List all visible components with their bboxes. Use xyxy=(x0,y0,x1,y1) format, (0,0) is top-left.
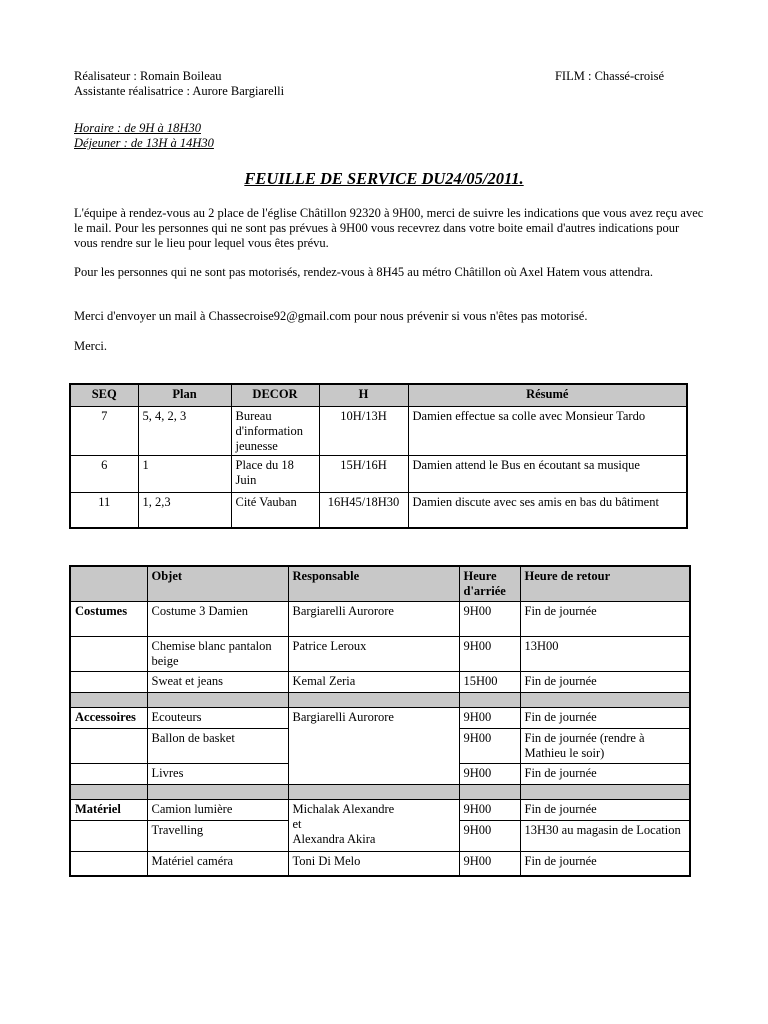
table-row xyxy=(70,637,690,672)
film-title: FILM : Chassé-croisé xyxy=(554,69,664,83)
plan-cell: 1, 2,3 xyxy=(138,493,231,529)
arrival-cell: 9H00 xyxy=(459,708,520,729)
arrival-cell: 9H00 xyxy=(459,602,520,637)
arrival-cell: 9H00 xyxy=(459,852,520,877)
return-cell: Fin de journée xyxy=(520,672,690,693)
header-arrival: Heure d'arriée xyxy=(459,566,520,602)
table-row xyxy=(70,708,690,729)
hours-block xyxy=(74,121,214,151)
header-category xyxy=(70,566,147,602)
separator-row xyxy=(70,785,690,800)
objet-cell: Ecouteurs xyxy=(147,708,288,729)
table-row xyxy=(70,407,687,456)
objet-cell: Livres xyxy=(147,764,288,785)
arrival-cell: 9H00 xyxy=(459,800,520,821)
category-empty xyxy=(70,852,147,877)
seq-cell: 7 xyxy=(70,407,138,456)
hour-cell: 16H45/18H30 xyxy=(319,493,408,529)
category-materiel: Matériel xyxy=(70,800,147,821)
plan-cell: 5, 4, 2, 3 xyxy=(138,407,231,456)
header-plan: Plan xyxy=(138,384,231,407)
table-row xyxy=(70,672,690,693)
responsable-cell-materiel xyxy=(288,800,459,852)
header-return: Heure de retour xyxy=(520,566,690,602)
decor-cell: Cité Vauban xyxy=(231,493,319,529)
category-empty xyxy=(70,729,147,764)
return-cell: Fin de journée xyxy=(520,602,690,637)
resume-cell: Damien discute avec ses amis en bas du bâtiment xyxy=(408,493,687,529)
arrival-cell: 9H00 xyxy=(459,637,520,672)
objet-cell: Ballon de basket xyxy=(147,729,288,764)
arrival-cell: 15H00 xyxy=(459,672,520,693)
assistant-line: Assistante réalisatrice : Aurore Bargiarelli xyxy=(74,84,285,98)
props-table xyxy=(69,565,691,877)
responsable-name: Alexandra Akira xyxy=(292,832,376,846)
responsable-cell: Toni Di Melo xyxy=(288,852,459,877)
arrival-cell: 9H00 xyxy=(459,821,520,852)
header-responsable: Responsable xyxy=(288,566,459,602)
table-row xyxy=(70,852,690,877)
return-cell: Fin de journée (rendre à Mathieu le soir) xyxy=(520,729,690,764)
category-accessoires: Accessoires xyxy=(70,708,147,729)
category-empty xyxy=(70,764,147,785)
header-h: H xyxy=(319,384,408,407)
return-cell: Fin de journée xyxy=(520,852,690,877)
objet-cell: Costume 3 Damien xyxy=(147,602,288,637)
objet-cell: Travelling xyxy=(147,821,288,852)
table-row xyxy=(70,493,687,529)
header-decor: DECOR xyxy=(231,384,319,407)
header-objet: Objet xyxy=(147,566,288,602)
category-empty xyxy=(70,672,147,693)
resume-cell: Damien effectue sa colle avec Monsieur Tardo xyxy=(408,407,687,456)
thanks-paragraph: Merci. xyxy=(74,339,107,353)
return-cell: Fin de journée xyxy=(520,800,690,821)
decor-cell: Bureau d'information jeunesse xyxy=(231,407,319,456)
responsable-cell: Bargiarelli Aurorore xyxy=(288,708,459,785)
work-hours: Horaire : de 9H à 18H30 xyxy=(74,121,201,135)
return-cell: Fin de journée xyxy=(520,764,690,785)
category-costumes: Costumes xyxy=(70,602,147,637)
seq-cell: 11 xyxy=(70,493,138,529)
hour-cell: 15H/16H xyxy=(319,456,408,493)
objet-cell: Matériel caméra xyxy=(147,852,288,877)
category-empty xyxy=(70,637,147,672)
plan-cell: 1 xyxy=(138,456,231,493)
responsable-cell: Kemal Zeria xyxy=(288,672,459,693)
objet-cell: Sweat et jeans xyxy=(147,672,288,693)
table-row xyxy=(70,602,690,637)
return-cell: 13H30 au magasin de Location xyxy=(520,821,690,852)
meeting-paragraph: L'équipe à rendez-vous au 2 place de l'église Châtillon 92320 à 9H00, merci de suivre les indications que vous avez reçu avec le mail. Pour les personnes qui ne sont pas prévues à 9H00 vous recevrez dans votre boite email d'autres indications pour vous rendre sur le lieu pour lequel vous êtes prévu. xyxy=(74,206,704,250)
objet-cell: Camion lumière xyxy=(147,800,288,821)
header-resume: Résumé xyxy=(408,384,687,407)
seq-cell: 6 xyxy=(70,456,138,493)
arrival-cell: 9H00 xyxy=(459,764,520,785)
decor-cell: Place du 18 Juin xyxy=(231,456,319,493)
schedule-table xyxy=(69,383,688,529)
header-seq: SEQ xyxy=(70,384,138,407)
separator-row xyxy=(70,693,690,708)
header xyxy=(74,69,694,99)
arrival-cell: 9H00 xyxy=(459,729,520,764)
director-line: Réalisateur : Romain Boileau xyxy=(74,69,222,83)
table-row xyxy=(70,800,690,821)
transport-paragraph: Pour les personnes qui ne sont pas motorisés, rendez-vous à 8H45 au métro Châtillon où Axel Hatem vous attendra. xyxy=(74,265,654,279)
responsable-name: Michalak Alexandre xyxy=(292,802,395,816)
email-paragraph: Merci d'envoyer un mail à Chassecroise92@gmail.com pour nous prévenir si vous n'êtes pas motorisé. xyxy=(74,309,588,323)
objet-cell: Chemise blanc pantalon beige xyxy=(147,637,288,672)
category-empty xyxy=(70,821,147,852)
hour-cell: 10H/13H xyxy=(319,407,408,456)
responsable-conjunction: et xyxy=(292,817,302,831)
table-row xyxy=(70,456,687,493)
schedule-header-row xyxy=(70,384,687,407)
responsable-cell: Bargiarelli Aurorore xyxy=(288,602,459,637)
resume-cell: Damien attend le Bus en écoutant sa musique xyxy=(408,456,687,493)
responsable-cell: Patrice Leroux xyxy=(288,637,459,672)
return-cell: Fin de journée xyxy=(520,708,690,729)
return-cell: 13H00 xyxy=(520,637,690,672)
props-header-row xyxy=(70,566,690,602)
page-title: FEUILLE DE SERVICE DU24/05/2011. xyxy=(244,169,524,188)
lunch-hours: Déjeuner : de 13H à 14H30 xyxy=(74,136,214,150)
